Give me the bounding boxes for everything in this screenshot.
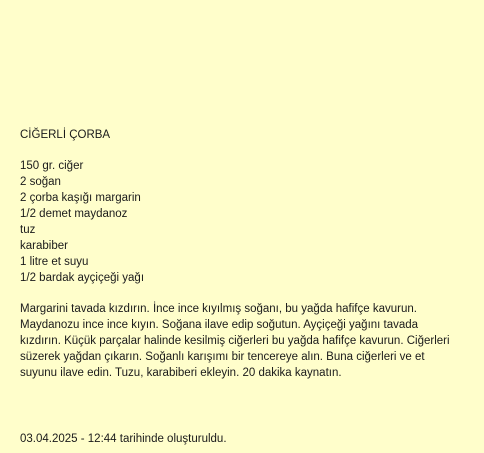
ingredient-item: 2 çorba kaşığı margarin	[20, 192, 141, 204]
ingredient-item: karabiber	[20, 240, 68, 252]
ingredient-item: tuz	[20, 224, 36, 236]
created-timestamp: 03.04.2025 - 12:44 tarihinde oluşturuldu.	[20, 433, 227, 445]
ingredient-item: 1/2 demet maydanoz	[20, 208, 128, 220]
recipe-instructions: Margarini tavada kızdırın. İnce ince kıyılmış soğanı, bu yağda hafifçe kavurun. Maydanozu ince ince kıyın. Soğana ilave edip soğutun. Ayçiçeği yağını tavada kızdırın. Küçük parçalar halinde kesilmiş ciğerleri bu yağda hafifçe kavurun. Ciğerleri süzerek yağdan çıkarın. Soğanlı karışımı bir tencereye alın. Buna ciğerleri ve et suyunu ilave edin. Tuzu, karabiberi ekleyin. 20 dakika kaynatın.	[20, 303, 450, 379]
ingredient-item: 1 litre et suyu	[20, 256, 89, 268]
ingredient-list	[20, 158, 470, 286]
ingredient-item: 2 soğan	[20, 176, 61, 188]
recipe-document	[20, 127, 470, 381]
ingredient-item: 1/2 bardak ayçiçeği yağı	[20, 272, 145, 284]
recipe-title: CİĞERLİ ÇORBA	[20, 129, 111, 141]
ingredient-item: 150 gr. ciğer	[20, 160, 84, 172]
